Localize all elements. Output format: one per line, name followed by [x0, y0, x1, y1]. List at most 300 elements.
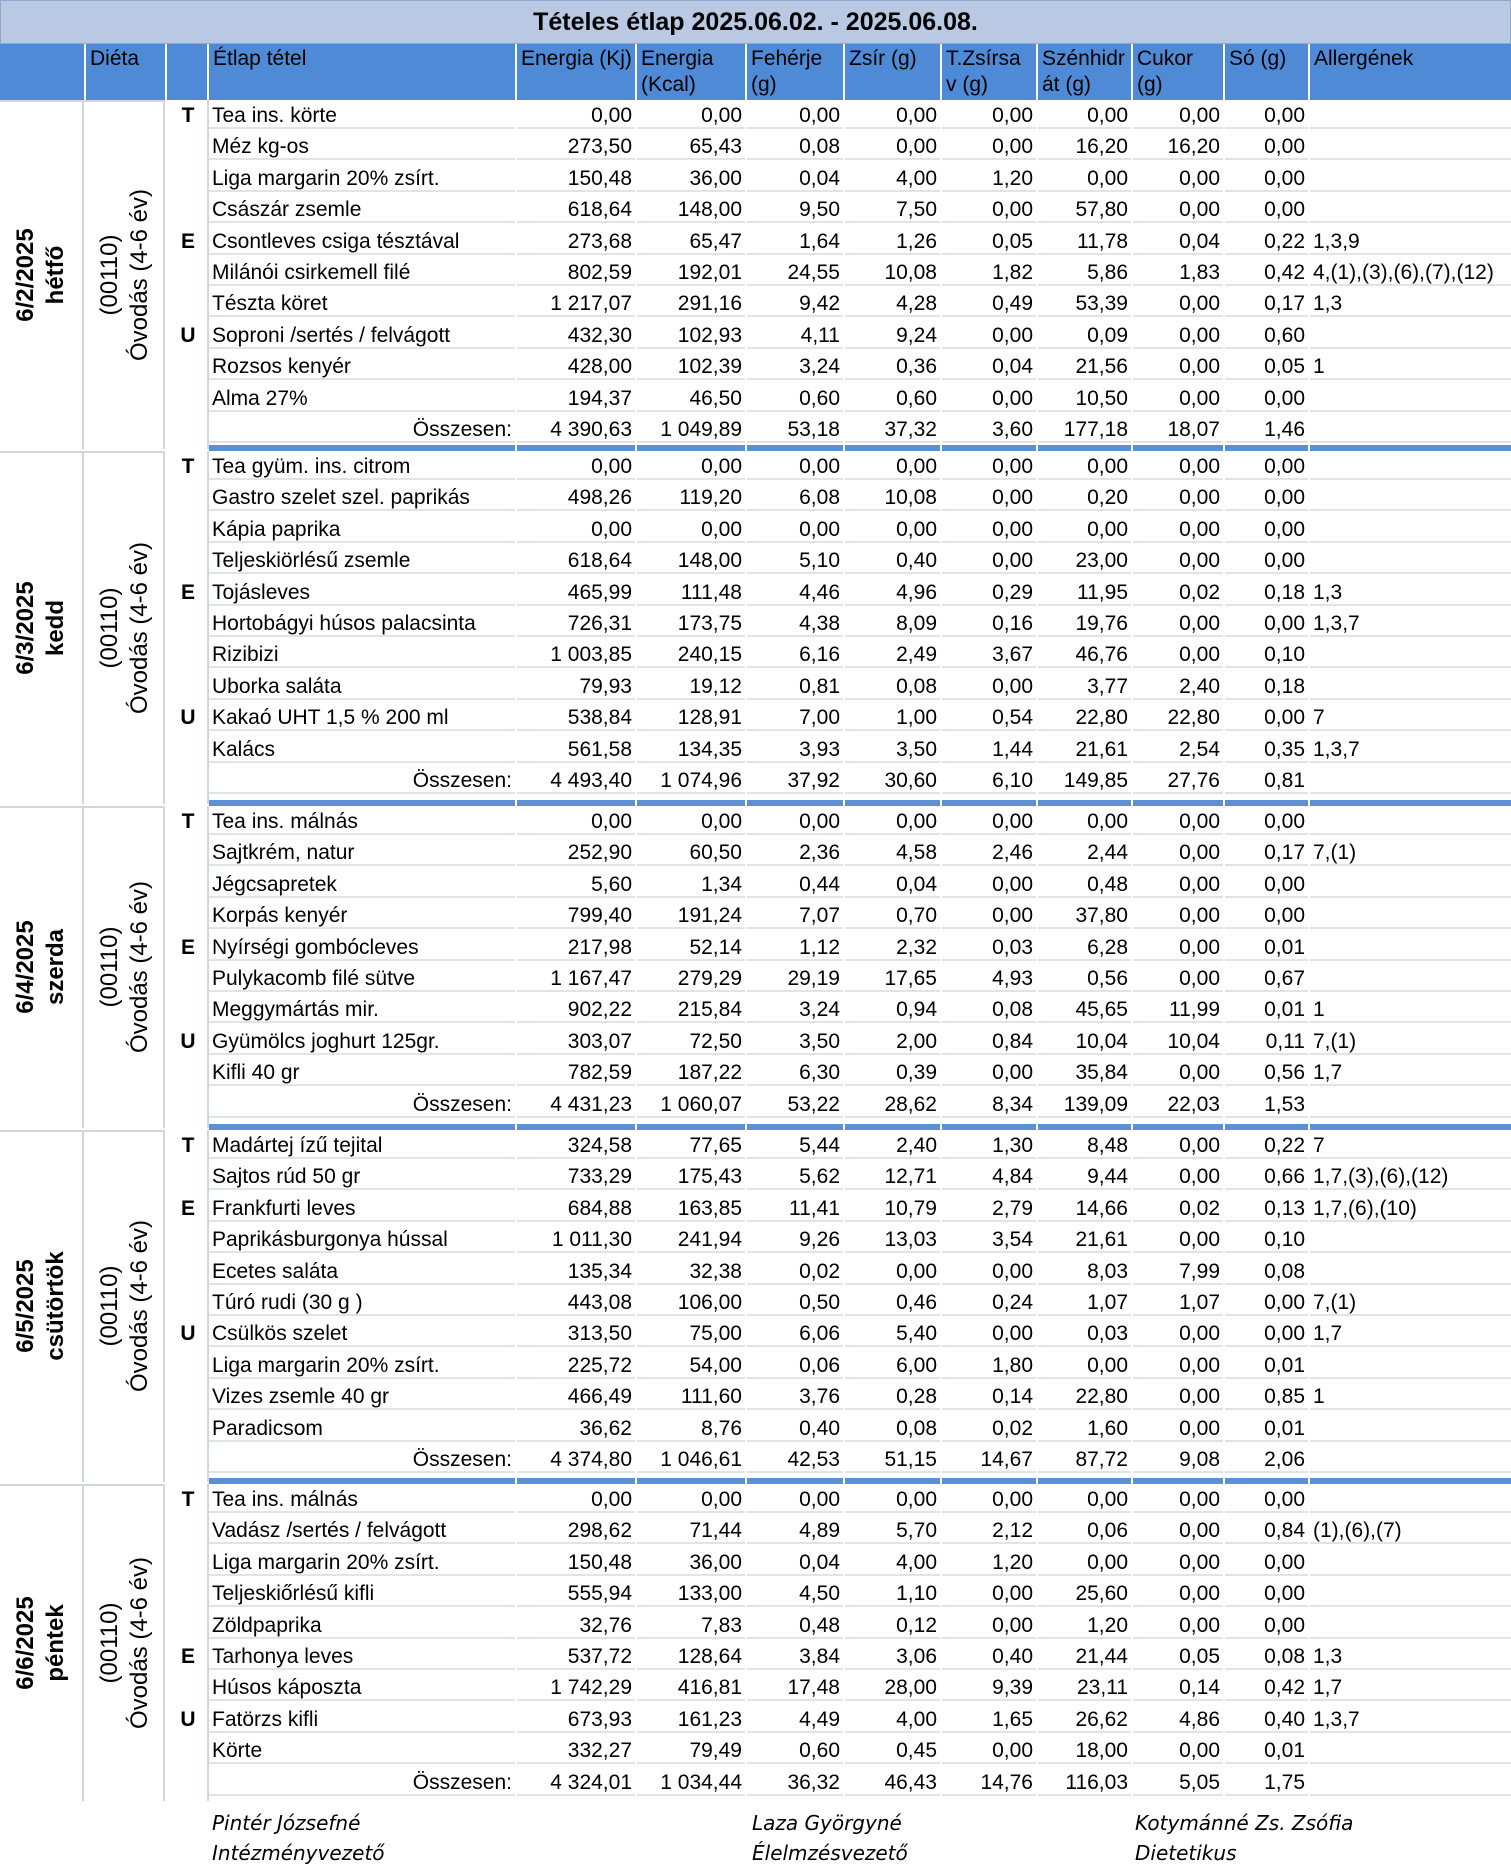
value-salt: 0,00 — [1264, 904, 1305, 928]
value-carb: 46,76 — [1075, 643, 1128, 667]
table-row — [0, 734, 1511, 765]
menu-item-name: Paprikásburgonya hússal — [212, 1228, 448, 1252]
value-kcal: 187,22 — [677, 1061, 742, 1085]
cell-border — [1310, 414, 1511, 443]
meal-code: U — [180, 1029, 196, 1053]
value-satfat: 0,00 — [992, 386, 1033, 410]
total-row — [0, 1089, 1511, 1120]
header-separator — [745, 44, 747, 100]
header-carbs: Szénhidr át (g) — [1038, 44, 1131, 100]
day-weekday: kedd — [42, 599, 69, 656]
value-sugar: 4,86 — [1179, 1707, 1220, 1731]
signature-2 — [752, 1808, 908, 1868]
value-fat: 4,28 — [896, 292, 937, 316]
table-row — [0, 1735, 1511, 1766]
day-date: 6/3/2025 — [12, 580, 39, 675]
value-fat: 7,50 — [896, 198, 937, 222]
value-protein: 0,00 — [799, 1488, 840, 1511]
value-protein: 24,55 — [787, 261, 840, 284]
value-kcal: 19,12 — [689, 674, 742, 698]
menu-item-name: Húsos káposzta — [212, 1676, 362, 1700]
table-row — [0, 639, 1511, 670]
allergens — [1310, 932, 1511, 961]
menu-item-name: Tea ins. málnás — [212, 1488, 358, 1511]
day-block — [0, 451, 1511, 804]
value-kcal: 148,00 — [677, 198, 742, 222]
value-fat: 0,00 — [896, 1259, 937, 1283]
value-sugar: 2,40 — [1179, 674, 1220, 698]
meal-code — [170, 1610, 206, 1639]
table-row — [0, 131, 1511, 162]
value-kj: 799,40 — [567, 904, 632, 928]
value-carb: 0,09 — [1087, 323, 1128, 347]
value-sugar: 0,00 — [1179, 1353, 1220, 1377]
table-row — [0, 163, 1511, 194]
value-carb: 8,03 — [1087, 1259, 1128, 1283]
value-kj: 4 431,23 — [550, 1092, 632, 1116]
value-protein: 0,81 — [799, 674, 840, 698]
value-sugar: 0,00 — [1179, 517, 1220, 541]
value-kcal: 0,00 — [701, 455, 742, 478]
value-kcal: 416,81 — [677, 1676, 742, 1700]
value-kcal: 291,16 — [677, 292, 742, 316]
value-fat: 5,70 — [896, 1519, 937, 1543]
value-fat: 37,32 — [884, 418, 937, 441]
value-salt: 0,01 — [1264, 998, 1305, 1022]
value-kj: 902,22 — [567, 998, 632, 1022]
allergens — [1310, 131, 1511, 160]
value-protein: 4,89 — [799, 1519, 840, 1543]
meal-code — [170, 869, 206, 898]
allergens: 1 — [1313, 355, 1325, 379]
value-fat: 0,04 — [896, 872, 937, 896]
value-protein: 53,22 — [787, 1092, 840, 1116]
value-kcal: 0,00 — [701, 517, 742, 541]
value-satfat: 1,80 — [992, 1353, 1033, 1377]
value-salt: 1,75 — [1264, 1770, 1305, 1794]
value-protein: 5,44 — [799, 1134, 840, 1157]
allergens: 7 — [1313, 1134, 1325, 1157]
value-carb: 0,00 — [1087, 1488, 1128, 1511]
value-sugar: 9,08 — [1179, 1448, 1220, 1471]
day-date: 6/2/2025 — [12, 227, 39, 322]
meal-code — [170, 963, 206, 992]
value-fat: 0,46 — [896, 1291, 937, 1314]
meal-code — [170, 1350, 206, 1379]
day-block — [0, 100, 1511, 449]
menu-item-name: Gyümölcs joghurt 125gr. — [212, 1029, 440, 1053]
value-kcal: 128,91 — [677, 706, 742, 730]
allergens — [1310, 194, 1511, 223]
value-sugar: 0,00 — [1179, 1519, 1220, 1543]
value-sugar: 0,00 — [1179, 643, 1220, 667]
table-row — [0, 226, 1511, 257]
value-carb: 23,11 — [1077, 1676, 1128, 1700]
table-row — [0, 608, 1511, 639]
allergens — [1310, 1350, 1511, 1379]
header-sat-fat: T.Zsírsa v (g) — [942, 44, 1036, 100]
allergens — [1310, 451, 1511, 480]
value-satfat: 0,03 — [992, 935, 1033, 959]
value-kcal: 32,38 — [689, 1259, 742, 1283]
value-carb: 14,66 — [1075, 1196, 1128, 1220]
menu-item-name: Tea gyüm. ins. citrom — [212, 455, 411, 478]
value-protein: 6,30 — [799, 1061, 840, 1085]
value-protein: 4,46 — [799, 580, 840, 604]
meal-code — [170, 608, 206, 637]
value-carb: 25,60 — [1075, 1582, 1128, 1606]
value-protein: 0,00 — [799, 455, 840, 478]
value-salt: 0,42 — [1264, 261, 1305, 284]
value-carb: 0,00 — [1087, 1550, 1128, 1574]
meal-code — [170, 1672, 206, 1701]
value-fat: 0,70 — [896, 904, 937, 928]
value-fat: 1,00 — [896, 706, 937, 730]
header-separator — [207, 44, 209, 100]
value-protein: 0,40 — [799, 1416, 840, 1440]
value-protein: 9,42 — [799, 292, 840, 316]
allergens — [1310, 900, 1511, 929]
value-carb: 0,48 — [1087, 872, 1128, 896]
value-salt: 0,60 — [1264, 323, 1305, 347]
value-sugar: 0,00 — [1179, 549, 1220, 573]
table-row — [0, 383, 1511, 414]
value-protein: 6,08 — [799, 486, 840, 510]
signature-1 — [212, 1808, 385, 1868]
value-fat: 2,32 — [896, 935, 937, 959]
table-row — [0, 1413, 1511, 1444]
value-kcal: 60,50 — [689, 841, 742, 865]
value-satfat: 0,04 — [992, 355, 1033, 379]
value-satfat: 0,05 — [992, 229, 1033, 253]
total-label: Összesen: — [412, 1770, 512, 1794]
cell-border — [1310, 1767, 1511, 1796]
allergens: 1,3 — [1313, 292, 1343, 316]
value-carb: 9,44 — [1087, 1165, 1128, 1189]
header-item: Étlap tétel — [209, 44, 515, 100]
value-sugar: 16,20 — [1167, 135, 1220, 159]
value-sugar: 0,00 — [1179, 1165, 1220, 1189]
value-carb: 1,07 — [1087, 1291, 1128, 1314]
value-kj: 217,98 — [567, 935, 632, 959]
diet-code: (00110) — [95, 234, 123, 315]
menu-item-name: Tészta köret — [212, 292, 328, 316]
value-sugar: 0,00 — [1179, 198, 1220, 222]
total-label: Összesen: — [412, 1448, 512, 1471]
menu-item-name: Pulykacomb filé sütve — [212, 967, 416, 990]
value-protein: 3,84 — [799, 1645, 840, 1668]
value-protein: 0,00 — [799, 104, 840, 127]
value-protein: 1,12 — [799, 935, 840, 959]
meal-code — [170, 163, 206, 192]
value-fat: 4,00 — [896, 166, 937, 190]
value-kj: 135,34 — [567, 1259, 632, 1283]
value-kcal: 79,49 — [689, 1739, 742, 1763]
header-separator — [1223, 44, 1225, 100]
value-kcal: 0,00 — [701, 810, 742, 833]
value-salt: 0,01 — [1264, 1739, 1305, 1763]
header-separator — [635, 44, 637, 100]
diet-name: Óvodás (4-6 év) — [125, 1556, 153, 1729]
value-sugar: 0,00 — [1179, 292, 1220, 316]
value-fat: 2,40 — [896, 1134, 937, 1157]
day-block — [0, 1130, 1511, 1482]
menu-item-name: Uborka saláta — [212, 674, 342, 698]
value-kcal: 75,00 — [689, 1322, 742, 1346]
value-satfat: 0,00 — [992, 1582, 1033, 1606]
allergens — [1310, 1735, 1511, 1764]
value-carb: 0,06 — [1087, 1519, 1128, 1543]
meal-code — [170, 1256, 206, 1285]
value-satfat: 1,82 — [992, 261, 1033, 284]
value-kcal: 54,00 — [689, 1353, 742, 1377]
table-row — [0, 1161, 1511, 1192]
value-sugar: 0,00 — [1179, 810, 1220, 833]
day-block — [0, 1484, 1511, 1801]
value-fat: 6,00 — [896, 1353, 937, 1377]
value-kcal: 1 049,89 — [660, 418, 742, 441]
day-date: 6/5/2025 — [12, 1259, 39, 1353]
meal-code — [170, 900, 206, 929]
value-kcal: 128,64 — [677, 1645, 742, 1668]
table-row — [0, 257, 1511, 288]
value-sugar: 11,99 — [1169, 998, 1220, 1022]
value-protein: 0,08 — [799, 135, 840, 159]
table-row — [0, 577, 1511, 608]
value-kcal: 148,00 — [677, 549, 742, 573]
meal-code: U — [180, 1707, 196, 1731]
value-kcal: 111,60 — [680, 1385, 742, 1409]
meal-code — [170, 383, 206, 412]
table-row — [0, 1547, 1511, 1578]
signature-1-role: Intézményvezető — [212, 1841, 385, 1865]
value-satfat: 0,08 — [992, 998, 1033, 1022]
value-carb: 0,00 — [1087, 166, 1128, 190]
allergens — [1310, 163, 1511, 192]
value-protein: 0,60 — [799, 1739, 840, 1763]
menu-item-name: Császár zsemle — [212, 198, 362, 222]
value-protein: 0,04 — [799, 1550, 840, 1574]
header-separator — [843, 44, 845, 100]
value-fat: 0,00 — [896, 517, 937, 541]
value-sugar: 0,00 — [1179, 1228, 1220, 1252]
value-salt: 0,11 — [1265, 1029, 1305, 1053]
signature-3-name: Kotymánné Zs. Zsófia — [1135, 1811, 1354, 1835]
value-salt: 0,01 — [1264, 1416, 1305, 1440]
meal-code: T — [181, 810, 195, 833]
allergens: 1,7,(3),(6),(12) — [1313, 1165, 1449, 1189]
value-sugar: 22,03 — [1167, 1092, 1220, 1116]
value-fat: 2,00 — [896, 1029, 937, 1053]
diet-code: (00110) — [95, 926, 123, 1008]
value-salt: 0,66 — [1264, 1165, 1305, 1189]
value-satfat: 9,39 — [992, 1676, 1033, 1700]
menu-item-name: Alma 27% — [212, 386, 308, 410]
header-separator — [1131, 44, 1133, 100]
value-salt: 0,35 — [1264, 737, 1305, 761]
value-fat: 0,00 — [896, 1488, 937, 1511]
value-kj: 273,68 — [567, 229, 632, 253]
value-fat: 10,08 — [884, 486, 937, 510]
value-kj: 32,76 — [579, 1613, 632, 1637]
signature-3-role: Dietetikus — [1135, 1841, 1237, 1865]
value-sugar: 1,83 — [1179, 261, 1220, 284]
value-salt: 1,53 — [1264, 1092, 1305, 1116]
day-date: 6/4/2025 — [12, 920, 39, 1014]
menu-item-name: Kápia paprika — [212, 517, 341, 541]
value-fat: 17,65 — [884, 967, 937, 990]
meal-code — [170, 1578, 206, 1607]
value-kj: 561,58 — [567, 737, 632, 761]
value-sugar: 2,54 — [1179, 737, 1220, 761]
value-protein: 0,04 — [799, 166, 840, 190]
value-fat: 0,12 — [896, 1613, 937, 1637]
day-block — [0, 806, 1511, 1128]
value-kj: 5,60 — [591, 872, 632, 896]
value-sugar: 1,07 — [1179, 1291, 1220, 1314]
value-carb: 10,50 — [1075, 386, 1128, 410]
table-row — [0, 514, 1511, 545]
value-sugar: 0,00 — [1179, 904, 1220, 928]
meal-code — [170, 1547, 206, 1576]
meal-code: E — [180, 1645, 195, 1668]
value-salt: 0,00 — [1264, 1291, 1305, 1314]
value-kj: 0,00 — [591, 455, 632, 478]
value-fat: 0,00 — [896, 810, 937, 833]
table-row — [0, 1704, 1511, 1735]
value-protein: 3,24 — [799, 355, 840, 379]
value-satfat: 1,20 — [992, 1550, 1033, 1574]
table-row — [0, 1256, 1511, 1287]
value-fat: 3,06 — [896, 1645, 937, 1668]
value-carb: 3,77 — [1087, 674, 1128, 698]
menu-item-name: Kalács — [212, 737, 276, 761]
table-row — [0, 869, 1511, 900]
menu-item-name: Madártej ízű tejital — [212, 1134, 383, 1157]
header-energy-kcal: Energia (Kcal) — [637, 44, 745, 100]
value-carb: 0,00 — [1087, 810, 1128, 833]
allergens — [1310, 383, 1511, 412]
value-carb: 0,00 — [1087, 517, 1128, 541]
allergens: 7,(1) — [1313, 1029, 1357, 1053]
value-salt: 0,40 — [1264, 1707, 1305, 1731]
value-kj: 4 493,40 — [550, 769, 632, 792]
value-carb: 8,48 — [1087, 1134, 1128, 1157]
allergens — [1310, 482, 1511, 511]
value-satfat: 0,00 — [992, 517, 1033, 541]
value-kj: 538,84 — [567, 706, 632, 730]
signature-1-name: Pintér Józsefné — [212, 1811, 361, 1835]
table-row — [0, 1318, 1511, 1349]
value-salt: 0,00 — [1264, 135, 1305, 159]
value-carb: 16,20 — [1075, 135, 1128, 159]
diet-name: Óvodás (4-6 év) — [125, 880, 153, 1054]
allergens — [1310, 806, 1511, 835]
value-carb: 0,56 — [1087, 967, 1128, 990]
value-satfat: 0,24 — [992, 1291, 1033, 1314]
value-satfat: 0,00 — [992, 904, 1033, 928]
allergens — [1310, 1547, 1511, 1576]
value-salt: 0,00 — [1264, 549, 1305, 573]
value-satfat: 0,02 — [992, 1416, 1033, 1440]
total-label: Összesen: — [412, 1092, 512, 1116]
allergens: 4,(1),(3),(6),(7),(12) — [1313, 261, 1494, 284]
value-satfat: 0,00 — [992, 198, 1033, 222]
value-kj: 150,48 — [567, 1550, 632, 1574]
value-satfat: 0,29 — [992, 580, 1033, 604]
diet-name: Óvodás (4-6 év) — [125, 541, 153, 714]
value-carb: 35,84 — [1075, 1061, 1128, 1085]
value-sugar: 0,00 — [1179, 841, 1220, 865]
value-salt: 0,00 — [1264, 104, 1305, 127]
value-carb: 53,39 — [1075, 292, 1128, 316]
value-satfat: 0,00 — [992, 810, 1033, 833]
value-kj: 432,30 — [567, 323, 632, 347]
value-fat: 1,10 — [896, 1582, 937, 1606]
allergens — [1310, 639, 1511, 668]
allergens — [1310, 100, 1511, 129]
table-row — [0, 994, 1511, 1025]
value-satfat: 1,20 — [992, 166, 1033, 190]
value-protein: 29,19 — [787, 967, 840, 990]
value-kj: 1 167,47 — [550, 967, 632, 990]
value-sugar: 0,00 — [1179, 455, 1220, 478]
value-sugar: 0,00 — [1179, 486, 1220, 510]
value-protein: 42,53 — [787, 1448, 840, 1471]
value-kcal: 163,85 — [677, 1196, 742, 1220]
header-protein: Fehérje (g) — [747, 44, 843, 100]
value-fat: 8,09 — [896, 612, 937, 635]
value-satfat: 4,84 — [992, 1165, 1033, 1189]
header-dieta: Diéta — [86, 44, 165, 100]
value-kcal: 102,93 — [677, 323, 742, 347]
value-kcal: 119,20 — [679, 486, 742, 510]
value-sugar: 0,00 — [1179, 323, 1220, 347]
value-kj: 303,07 — [567, 1029, 632, 1053]
header-salt: Só (g) — [1225, 44, 1308, 100]
value-protein: 4,49 — [799, 1707, 840, 1731]
table-row — [0, 837, 1511, 868]
value-fat: 1,26 — [896, 229, 937, 253]
value-kcal: 36,00 — [689, 166, 742, 190]
meal-code — [170, 639, 206, 668]
header-separator — [940, 44, 942, 100]
value-protein: 17,48 — [787, 1676, 840, 1700]
value-sugar: 10,04 — [1167, 1029, 1220, 1053]
meal-code — [170, 1735, 206, 1764]
signature-3 — [1135, 1808, 1353, 1868]
value-kcal: 1 060,07 — [660, 1092, 742, 1116]
value-satfat: 3,67 — [992, 643, 1033, 667]
value-sugar: 0,00 — [1179, 1416, 1220, 1440]
meal-code — [170, 1161, 206, 1190]
value-satfat: 6,10 — [992, 769, 1033, 792]
value-kcal: 173,75 — [677, 612, 742, 635]
value-kj: 1 217,07 — [550, 292, 632, 316]
value-salt: 0,01 — [1264, 1353, 1305, 1377]
table-row — [0, 482, 1511, 513]
value-sugar: 0,04 — [1179, 229, 1220, 253]
menu-item-name: Túró rudi (30 g ) — [212, 1291, 363, 1314]
value-fat: 0,08 — [896, 674, 937, 698]
value-sugar: 0,00 — [1179, 1385, 1220, 1409]
menu-item-name: Tarhonya leves — [212, 1645, 354, 1668]
value-kj: 428,00 — [567, 355, 632, 379]
menu-item-name: Vadász /sertés / felvágott — [212, 1519, 447, 1543]
value-satfat: 0,84 — [992, 1029, 1033, 1053]
value-carb: 21,61 — [1075, 1228, 1128, 1252]
value-protein: 2,36 — [799, 841, 840, 865]
